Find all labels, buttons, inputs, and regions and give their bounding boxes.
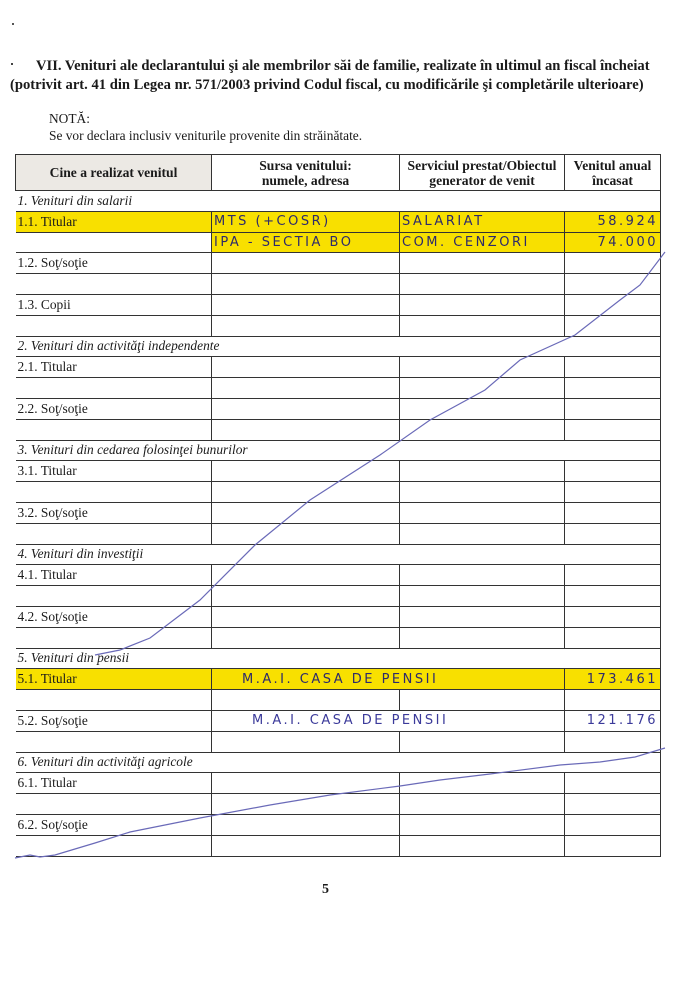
section-title	[10, 57, 690, 95]
income-source-cell[interactable]	[212, 606, 400, 627]
income-amount-cell[interactable]	[565, 378, 661, 399]
income-amount-cell[interactable]	[565, 523, 661, 544]
row-label: 1.2. Soţ/soţie	[16, 253, 212, 274]
service-cell[interactable]	[400, 482, 565, 503]
row-label	[16, 835, 212, 856]
income-amount-cell[interactable]	[565, 606, 661, 627]
section-title-independent: 2. Venituri din activităţi independente	[16, 336, 661, 357]
row-label: 1.1. Titular	[16, 211, 212, 232]
income-amount-cell[interactable]	[565, 502, 661, 523]
income-amount-cell[interactable]	[565, 773, 661, 794]
table-row	[16, 565, 661, 586]
income-amount-cell[interactable]	[565, 627, 661, 648]
income-source-cell[interactable]	[212, 357, 400, 378]
income-amount-cell[interactable]: 74.000	[565, 232, 661, 253]
service-cell[interactable]	[400, 378, 565, 399]
row-label	[16, 690, 212, 711]
income-source-cell[interactable]	[212, 814, 400, 835]
service-cell[interactable]	[400, 502, 565, 523]
income-source-cell[interactable]	[212, 627, 400, 648]
income-source-cell[interactable]	[212, 586, 400, 607]
income-amount-cell[interactable]	[565, 565, 661, 586]
row-label: 5.2. Soţ/soţie	[16, 710, 212, 731]
service-cell[interactable]	[400, 315, 565, 336]
row-label: 5.1. Titular	[16, 669, 212, 690]
header-service: Serviciul prestat/Obiectul generator de venit	[400, 155, 565, 191]
header-income: Venitul anual încasat	[565, 155, 661, 191]
section-row	[16, 544, 661, 565]
income-source-cell[interactable]	[212, 835, 400, 856]
row-label	[16, 482, 212, 503]
row-label	[16, 378, 212, 399]
table-row	[16, 794, 661, 815]
service-cell[interactable]	[400, 523, 565, 544]
income-source-cell[interactable]	[212, 502, 400, 523]
income-source-cell[interactable]: M.A.I. CASA DE PENSII	[212, 669, 565, 690]
table-row	[16, 690, 661, 711]
income-source-cell[interactable]: MTS (+COSR)	[212, 211, 400, 232]
table-row	[16, 398, 661, 419]
table-row	[16, 710, 661, 731]
income-source-cell[interactable]	[212, 731, 400, 752]
service-cell[interactable]	[400, 357, 565, 378]
income-amount-cell[interactable]	[565, 461, 661, 482]
income-amount-cell[interactable]	[565, 586, 661, 607]
service-cell[interactable]	[400, 794, 565, 815]
income-source-cell[interactable]	[212, 294, 400, 315]
row-label: 4.1. Titular	[16, 565, 212, 586]
service-cell[interactable]	[400, 294, 565, 315]
section-title-salaries: 1. Venituri din salarii	[16, 191, 661, 212]
table-row	[16, 731, 661, 752]
section-row	[16, 440, 661, 461]
income-source-cell[interactable]	[212, 315, 400, 336]
income-amount-cell[interactable]	[565, 419, 661, 440]
row-label: 6.2. Soţ/soţie	[16, 814, 212, 835]
income-amount-cell[interactable]: 58.924	[565, 211, 661, 232]
table-row	[16, 814, 661, 835]
note	[49, 110, 362, 144]
income-amount-cell[interactable]	[565, 794, 661, 815]
income-source-cell[interactable]	[212, 253, 400, 274]
income-source-cell[interactable]: M.A.I. CASA DE PENSII	[212, 710, 565, 731]
service-cell[interactable]: COM. CENZORI	[400, 232, 565, 253]
table-row	[16, 211, 661, 232]
row-label	[16, 627, 212, 648]
service-cell[interactable]	[400, 398, 565, 419]
table-row	[16, 606, 661, 627]
income-amount-cell[interactable]	[565, 315, 661, 336]
section-row	[16, 752, 661, 773]
table-row	[16, 627, 661, 648]
note-text: Se vor declara inclusiv veniturile provenite din străinătate.	[49, 128, 363, 143]
table-header-row	[16, 155, 661, 191]
table-row	[16, 773, 661, 794]
row-label	[16, 315, 212, 336]
row-label: 1.3. Copii	[16, 294, 212, 315]
section-title-agricultural: 6. Venituri din activităţi agricole	[16, 752, 661, 773]
row-label	[16, 274, 212, 295]
header-source: Sursa venitului: numele, adresa	[212, 155, 400, 191]
row-label	[16, 232, 212, 253]
table-row	[16, 835, 661, 856]
income-source-cell[interactable]	[212, 398, 400, 419]
income-source-cell[interactable]	[212, 419, 400, 440]
service-cell[interactable]	[400, 773, 565, 794]
row-label: 3.2. Soţ/soţie	[16, 502, 212, 523]
income-amount-cell[interactable]	[565, 814, 661, 835]
section-title-pensions: 5. Venituri din pensii	[16, 648, 661, 669]
income-amount-cell[interactable]	[565, 690, 661, 711]
table-row	[16, 502, 661, 523]
row-label: 6.1. Titular	[16, 773, 212, 794]
service-cell[interactable]	[400, 627, 565, 648]
row-label: 2.1. Titular	[16, 357, 212, 378]
table-row	[16, 253, 661, 274]
income-source-cell[interactable]	[212, 523, 400, 544]
row-label	[16, 794, 212, 815]
row-label: 4.2. Soţ/soţie	[16, 606, 212, 627]
service-cell[interactable]	[400, 690, 565, 711]
table-row	[16, 274, 661, 295]
row-label: 2.2. Soţ/soţie	[16, 398, 212, 419]
service-cell[interactable]	[400, 461, 565, 482]
section-row	[16, 336, 661, 357]
table-row	[16, 461, 661, 482]
income-amount-cell[interactable]: 121.176	[565, 710, 661, 731]
table-row	[16, 586, 661, 607]
section-title-investments: 4. Venituri din investiţii	[16, 544, 661, 565]
income-source-cell[interactable]	[212, 378, 400, 399]
income-amount-cell[interactable]	[565, 274, 661, 295]
service-cell[interactable]	[400, 606, 565, 627]
table-row	[16, 482, 661, 503]
row-label	[16, 419, 212, 440]
income-amount-cell[interactable]	[565, 357, 661, 378]
service-cell[interactable]	[400, 565, 565, 586]
income-source-cell[interactable]	[212, 482, 400, 503]
income-table	[15, 154, 661, 857]
table-row	[16, 315, 661, 336]
row-label: 3.1. Titular	[16, 461, 212, 482]
service-cell[interactable]	[400, 835, 565, 856]
row-label	[16, 586, 212, 607]
row-label	[16, 523, 212, 544]
service-cell[interactable]: SALARIAT	[400, 211, 565, 232]
income-source-cell[interactable]	[212, 690, 400, 711]
table-row	[16, 378, 661, 399]
income-amount-cell[interactable]	[565, 731, 661, 752]
section-row	[16, 648, 661, 669]
section-title-line-2: (potrivit art. 41 din Legea nr. 571/2003 privind Codul fiscal, cu modificările şi completările ulterioare)	[10, 77, 644, 93]
income-amount-cell[interactable]	[565, 482, 661, 503]
income-source-cell[interactable]	[212, 773, 400, 794]
table-row	[16, 357, 661, 378]
service-cell[interactable]	[400, 731, 565, 752]
income-amount-cell[interactable]	[565, 398, 661, 419]
income-amount-cell[interactable]	[565, 835, 661, 856]
table-row	[16, 419, 661, 440]
note-label: NOTĂ:	[49, 111, 90, 126]
table-row	[16, 523, 661, 544]
scan-speck	[12, 23, 14, 25]
section-row	[16, 191, 661, 212]
income-source-cell[interactable]: IPA - SECTIA BO	[212, 232, 400, 253]
service-cell[interactable]	[400, 274, 565, 295]
table-row	[16, 232, 661, 253]
table-row	[16, 294, 661, 315]
income-source-cell[interactable]	[212, 565, 400, 586]
income-source-cell[interactable]	[212, 794, 400, 815]
income-amount-cell[interactable]	[565, 294, 661, 315]
section-title-line-1: VII. Venituri ale declarantului şi ale membrilor săi de familie, realizate în ultimul an fiscal încheiat	[36, 58, 650, 74]
income-amount-cell[interactable]	[565, 253, 661, 274]
service-cell[interactable]	[400, 253, 565, 274]
service-cell[interactable]	[400, 586, 565, 607]
section-title-property-use: 3. Venituri din cedarea folosinţei bunurilor	[16, 440, 661, 461]
header-who: Cine a realizat venitul	[16, 155, 212, 191]
row-label	[16, 731, 212, 752]
income-source-cell[interactable]	[212, 461, 400, 482]
income-source-cell[interactable]	[212, 274, 400, 295]
service-cell[interactable]	[400, 419, 565, 440]
table-row	[16, 669, 661, 690]
page-number: 5	[322, 882, 329, 897]
service-cell[interactable]	[400, 814, 565, 835]
income-amount-cell[interactable]: 173.461	[565, 669, 661, 690]
